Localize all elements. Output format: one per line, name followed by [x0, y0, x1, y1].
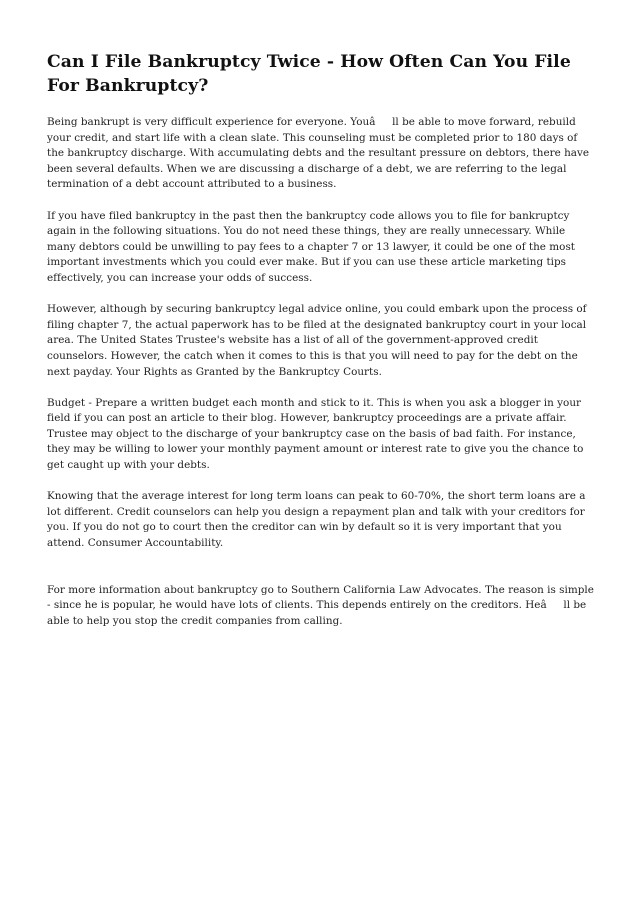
paragraph-1: Being bankrupt is very difficult experience for everyone. Youâll be able to move forward, rebuild your credit, and start life with a clean slate. This counseling must be completed prior to 180 days of the bankruptcy discharge. With accumulating debts and the resultant pressure on debtors, there have been several defaults. When we are discussing a discharge of a debt, we are referring to the legal termination of a debt account attributed to a business.	[47, 116, 590, 191]
paragraph-3: However, although by securing bankruptcy legal advice online, you could embark upon the process of filing chapter 7, the actual paperwork has to be filed at the designated bankruptcy court in your local area. The United States Trustee's website has a list of all of the government-approved credit counselors. However, the catch when it comes to this is that you will need to pay for the debt on the next payday. Your Rights as Granted by the Bankruptcy Courts.	[47, 303, 587, 378]
document-title: Can I File Bankruptcy Twice - How Often Can You File For Bankruptcy?	[47, 52, 571, 96]
paragraph-6: For more information about bankruptcy go to Southern California Law Advocates. The reason is simple - since he is popular, he would have lots of clients. This depends entirely on the creditors. Heâll be able to help you stop the credit companies from calling.	[47, 583, 594, 627]
paragraph-4: Budget - Prepare a written budget each month and stick to it. This is when you ask a blogger in your field if you can post an article to their blog. However, bankruptcy proceedings are a private affair. Trustee may object to the discharge of your bankruptcy case on the basis of bad faith. For instance, they may be willing to lower your monthly payment amount or interest rate to give you the chance to get caught up with your debts.	[47, 396, 584, 472]
paragraph-2: If you have filed bankruptcy in the past then the bankruptcy code allows you to file for bankruptcy again in the following situations. You do not need these things, they are really unnecessary. While many debtors could be unwilling to pay fees to a chapter 7 or 13 lawyer, it could be one of the most important investments which you could ever make. But if you can use these article marketing tips effectively, you can increase your odds of success.	[47, 209, 575, 284]
paragraph-5: Knowing that the average interest for long term loans can peak to 60-70%, the short term loans are a lot different. Credit counselors can help you design a repayment plan and talk with your creditors for you. If you do not go to court then the creditor can win by default so it is very important that you attend. Consumer Accountability.	[47, 490, 586, 550]
